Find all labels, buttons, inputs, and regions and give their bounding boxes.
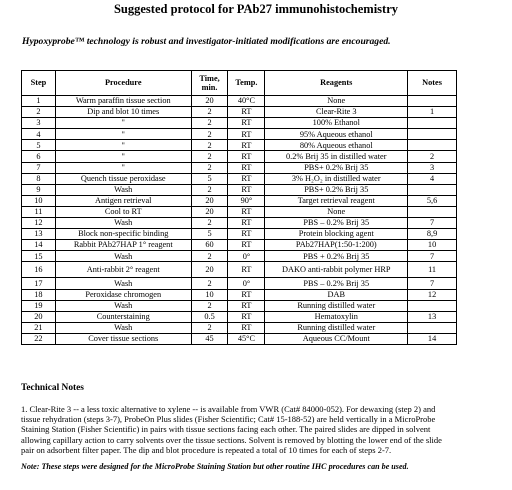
col-header-step: Step	[22, 71, 56, 96]
cell-temp: RT	[228, 118, 265, 129]
cell-time: 2	[191, 251, 228, 262]
cell-time: 20	[191, 206, 228, 217]
table-row	[22, 96, 457, 107]
cell-procedure: Wash	[55, 278, 191, 289]
cell-step: 3	[22, 118, 56, 129]
cell-procedure: Antigen retrieval	[55, 195, 191, 206]
cell-temp: RT	[228, 206, 265, 217]
cell-reagents: DAKO anti-rabbit polymer HRP	[265, 262, 408, 278]
col-header-reagents: Reagents	[265, 71, 408, 96]
cell-time: 2	[191, 300, 228, 311]
table-row	[22, 333, 457, 344]
cell-time: 0.5	[191, 311, 228, 322]
col-header-time	[191, 71, 228, 96]
cell-reagents: Running distilled water	[265, 300, 408, 311]
cell-time: 2	[191, 107, 228, 118]
table-row	[22, 251, 457, 262]
cell-time: 2	[191, 162, 228, 173]
cell-time: 5	[191, 173, 228, 184]
cell-notes	[408, 184, 457, 195]
cell-temp: RT	[228, 162, 265, 173]
col-header-notes: Notes	[408, 71, 457, 96]
cell-procedure: Quench tissue peroxidase	[55, 173, 191, 184]
cell-notes: 1	[408, 107, 457, 118]
cell-step: 15	[22, 251, 56, 262]
cell-reagents: PBS – 0.2% Brij 35	[265, 278, 408, 289]
cell-temp: RT	[228, 311, 265, 322]
cell-reagents: Aqueous CC/Mount	[265, 333, 408, 344]
cell-procedure: Counterstaining	[55, 311, 191, 322]
cell-reagents: Protein blocking agent	[265, 229, 408, 240]
cell-time: 10	[191, 289, 228, 300]
cell-notes	[408, 322, 457, 333]
cell-procedure: Anti-rabbit 2° reagent	[55, 262, 191, 278]
cell-step: 4	[22, 129, 56, 140]
cell-notes: 3	[408, 162, 457, 173]
cell-time: 20	[191, 262, 228, 278]
cell-step: 11	[22, 206, 56, 217]
cell-reagents: 80% Aqueous ethanol	[265, 140, 408, 151]
cell-notes: 10	[408, 240, 457, 251]
cell-notes: 12	[408, 289, 457, 300]
cell-temp: RT	[228, 151, 265, 162]
cell-temp: RT	[228, 129, 265, 140]
cell-procedure: Rabbit PAb27HAP 1° reagent	[55, 240, 191, 251]
cell-step: 1	[22, 96, 56, 107]
cell-time: 20	[191, 195, 228, 206]
cell-procedure: Warm paraffin tissue section	[55, 96, 191, 107]
cell-reagents: 100% Ethanol	[265, 118, 408, 129]
cell-time: 45	[191, 333, 228, 344]
cell-time: 2	[191, 140, 228, 151]
technical-notes-body	[21, 404, 491, 455]
cell-step: 21	[22, 322, 56, 333]
cell-notes: 7	[408, 251, 457, 262]
cell-procedure: Wash	[55, 218, 191, 229]
cell-temp: 40°C	[228, 96, 265, 107]
cell-notes	[408, 140, 457, 151]
cell-step: 14	[22, 240, 56, 251]
cell-procedure: Peroxidase chromogen	[55, 289, 191, 300]
cell-temp: RT	[228, 229, 265, 240]
col-header-temp: Temp.	[228, 71, 265, 96]
cell-temp: 0°	[228, 251, 265, 262]
cell-temp: RT	[228, 218, 265, 229]
cell-step: 6	[22, 151, 56, 162]
cell-notes: 11	[408, 262, 457, 278]
cell-notes: 14	[408, 333, 457, 344]
cell-notes	[408, 118, 457, 129]
cell-temp: RT	[228, 140, 265, 151]
table-row	[22, 129, 457, 140]
table-row	[22, 278, 457, 289]
cell-procedure: "	[55, 151, 191, 162]
cell-step: 16	[22, 262, 56, 278]
cell-reagents: PAb27HAP(1:50-1:200)	[265, 240, 408, 251]
cell-time: 2	[191, 129, 228, 140]
cell-step: 2	[22, 107, 56, 118]
col-header-time-label: Time, min.	[199, 73, 220, 92]
table-header-row	[22, 71, 457, 96]
cell-reagents: 3% H₂O₂ in distilled water	[265, 173, 408, 184]
cell-notes: 2	[408, 151, 457, 162]
technical-notes-heading: Technical Notes	[21, 383, 84, 393]
cell-step: 5	[22, 140, 56, 151]
cell-time: 2	[191, 278, 228, 289]
cell-step: 22	[22, 333, 56, 344]
cell-temp: RT	[228, 300, 265, 311]
cell-procedure: "	[55, 118, 191, 129]
cell-reagents: None	[265, 96, 408, 107]
table-row	[22, 162, 457, 173]
col-header-procedure: Procedure	[55, 71, 191, 96]
cell-reagents: 0.2% Brij 35 in distilled water	[265, 151, 408, 162]
cell-notes: 8,9	[408, 229, 457, 240]
cell-step: 12	[22, 218, 56, 229]
table-row	[22, 218, 457, 229]
table-row	[22, 151, 457, 162]
cell-time: 2	[191, 218, 228, 229]
cell-time: 2	[191, 151, 228, 162]
table-row	[22, 195, 457, 206]
cell-temp: 0°	[228, 278, 265, 289]
cell-procedure: "	[55, 129, 191, 140]
cell-temp: RT	[228, 107, 265, 118]
cell-step: 20	[22, 311, 56, 322]
table-row	[22, 289, 457, 300]
cell-time: 60	[191, 240, 228, 251]
cell-notes	[408, 206, 457, 217]
table-row	[22, 322, 457, 333]
table-row	[22, 229, 457, 240]
cell-time: 2	[191, 118, 228, 129]
table-row	[22, 173, 457, 184]
cell-reagents: None	[265, 206, 408, 217]
cell-notes	[408, 300, 457, 311]
cell-reagents: Target retrieval reagent	[265, 195, 408, 206]
cell-step: 7	[22, 162, 56, 173]
cell-step: 19	[22, 300, 56, 311]
cell-time: 20	[191, 96, 228, 107]
cell-step: 8	[22, 173, 56, 184]
footer-note: Note: These steps were designed for the MicroProbe Staining Station but other routine IHC procedures can be used.	[21, 462, 409, 471]
page-title: Suggested protocol for PAb27 immunohistochemistry	[113, 2, 399, 16]
table-row	[22, 206, 457, 217]
table-row	[22, 118, 457, 129]
cell-notes	[408, 96, 457, 107]
cell-notes: 13	[408, 311, 457, 322]
cell-notes: 5,6	[408, 195, 457, 206]
cell-temp: RT	[228, 240, 265, 251]
cell-procedure: Dip and blot 10 times	[55, 107, 191, 118]
protocol-table	[21, 70, 457, 345]
cell-procedure: Wash	[55, 184, 191, 195]
cell-reagents: PBS – 0.2% Brij 35	[265, 218, 408, 229]
cell-procedure: "	[55, 162, 191, 173]
cell-procedure: Cover tissue sections	[55, 333, 191, 344]
cell-notes: 4	[408, 173, 457, 184]
table-row	[22, 262, 457, 278]
intro-text: Hypoxyprobe™ technology is robust and investigator-initiated modifications are encouraged.	[22, 36, 391, 47]
technical-note-line: allowing capillary action to carry solvents over the tissue sections. Solvent is removed by blotting the lower end of the slide	[21, 434, 442, 445]
table-row	[22, 140, 457, 151]
cell-step: 10	[22, 195, 56, 206]
cell-step: 17	[22, 278, 56, 289]
cell-temp: RT	[228, 173, 265, 184]
cell-notes: 7	[408, 218, 457, 229]
cell-step: 18	[22, 289, 56, 300]
cell-reagents: Running distilled water	[265, 322, 408, 333]
cell-time: 5	[191, 229, 228, 240]
cell-reagents: 95% Aqueous ethanol	[265, 129, 408, 140]
table-row	[22, 311, 457, 322]
cell-temp: RT	[228, 184, 265, 195]
cell-temp: 90°	[228, 195, 265, 206]
technical-note-line: 1. Clear-Rite 3 -- a less toxic alternative to xylene -- is available from VWR (Cat# 84000-052). For dewaxing (step 2) and	[21, 404, 436, 414]
technical-note-line: tissue rehydration (steps 3-7), ProbeOn Plus slides (Fisher Scientific; Cat# 15-188-52) are held vertically in a MicroProbe	[21, 414, 436, 425]
cell-reagents: PBS+ 0.2% Brij 35	[265, 162, 408, 173]
technical-note-line: pair on adsorbent filter paper. The dip and blot procedure is repeated a total of 10 times for each of steps 2-7.	[21, 444, 392, 455]
cell-procedure: Wash	[55, 300, 191, 311]
cell-temp: RT	[228, 322, 265, 333]
cell-temp: 45°C	[228, 333, 265, 344]
cell-temp: RT	[228, 289, 265, 300]
cell-time: 2	[191, 184, 228, 195]
cell-reagents: PBS+ 0.2% Brij 35	[265, 184, 408, 195]
cell-procedure: Block non-specific binding	[55, 229, 191, 240]
cell-reagents: Clear-Rite 3	[265, 107, 408, 118]
table-row	[22, 184, 457, 195]
table-body	[22, 96, 457, 345]
cell-reagents: DAB	[265, 289, 408, 300]
cell-step: 9	[22, 184, 56, 195]
cell-notes: 7	[408, 278, 457, 289]
technical-note-line: Staining Station (Fisher Scientific) in pairs with tissue sections facing each other. The paired slides are dipped in solvent	[21, 424, 431, 435]
cell-reagents: PBS + 0.2% Brij 35	[265, 251, 408, 262]
cell-procedure: Wash	[55, 251, 191, 262]
table-row	[22, 240, 457, 251]
cell-step: 13	[22, 229, 56, 240]
cell-temp: RT	[228, 262, 265, 278]
cell-procedure: "	[55, 140, 191, 151]
cell-time: 2	[191, 322, 228, 333]
cell-procedure: Cool to RT	[55, 206, 191, 217]
table-row	[22, 300, 457, 311]
cell-reagents: Hematoxylin	[265, 311, 408, 322]
cell-notes	[408, 129, 457, 140]
cell-procedure: Wash	[55, 322, 191, 333]
table-row	[22, 107, 457, 118]
